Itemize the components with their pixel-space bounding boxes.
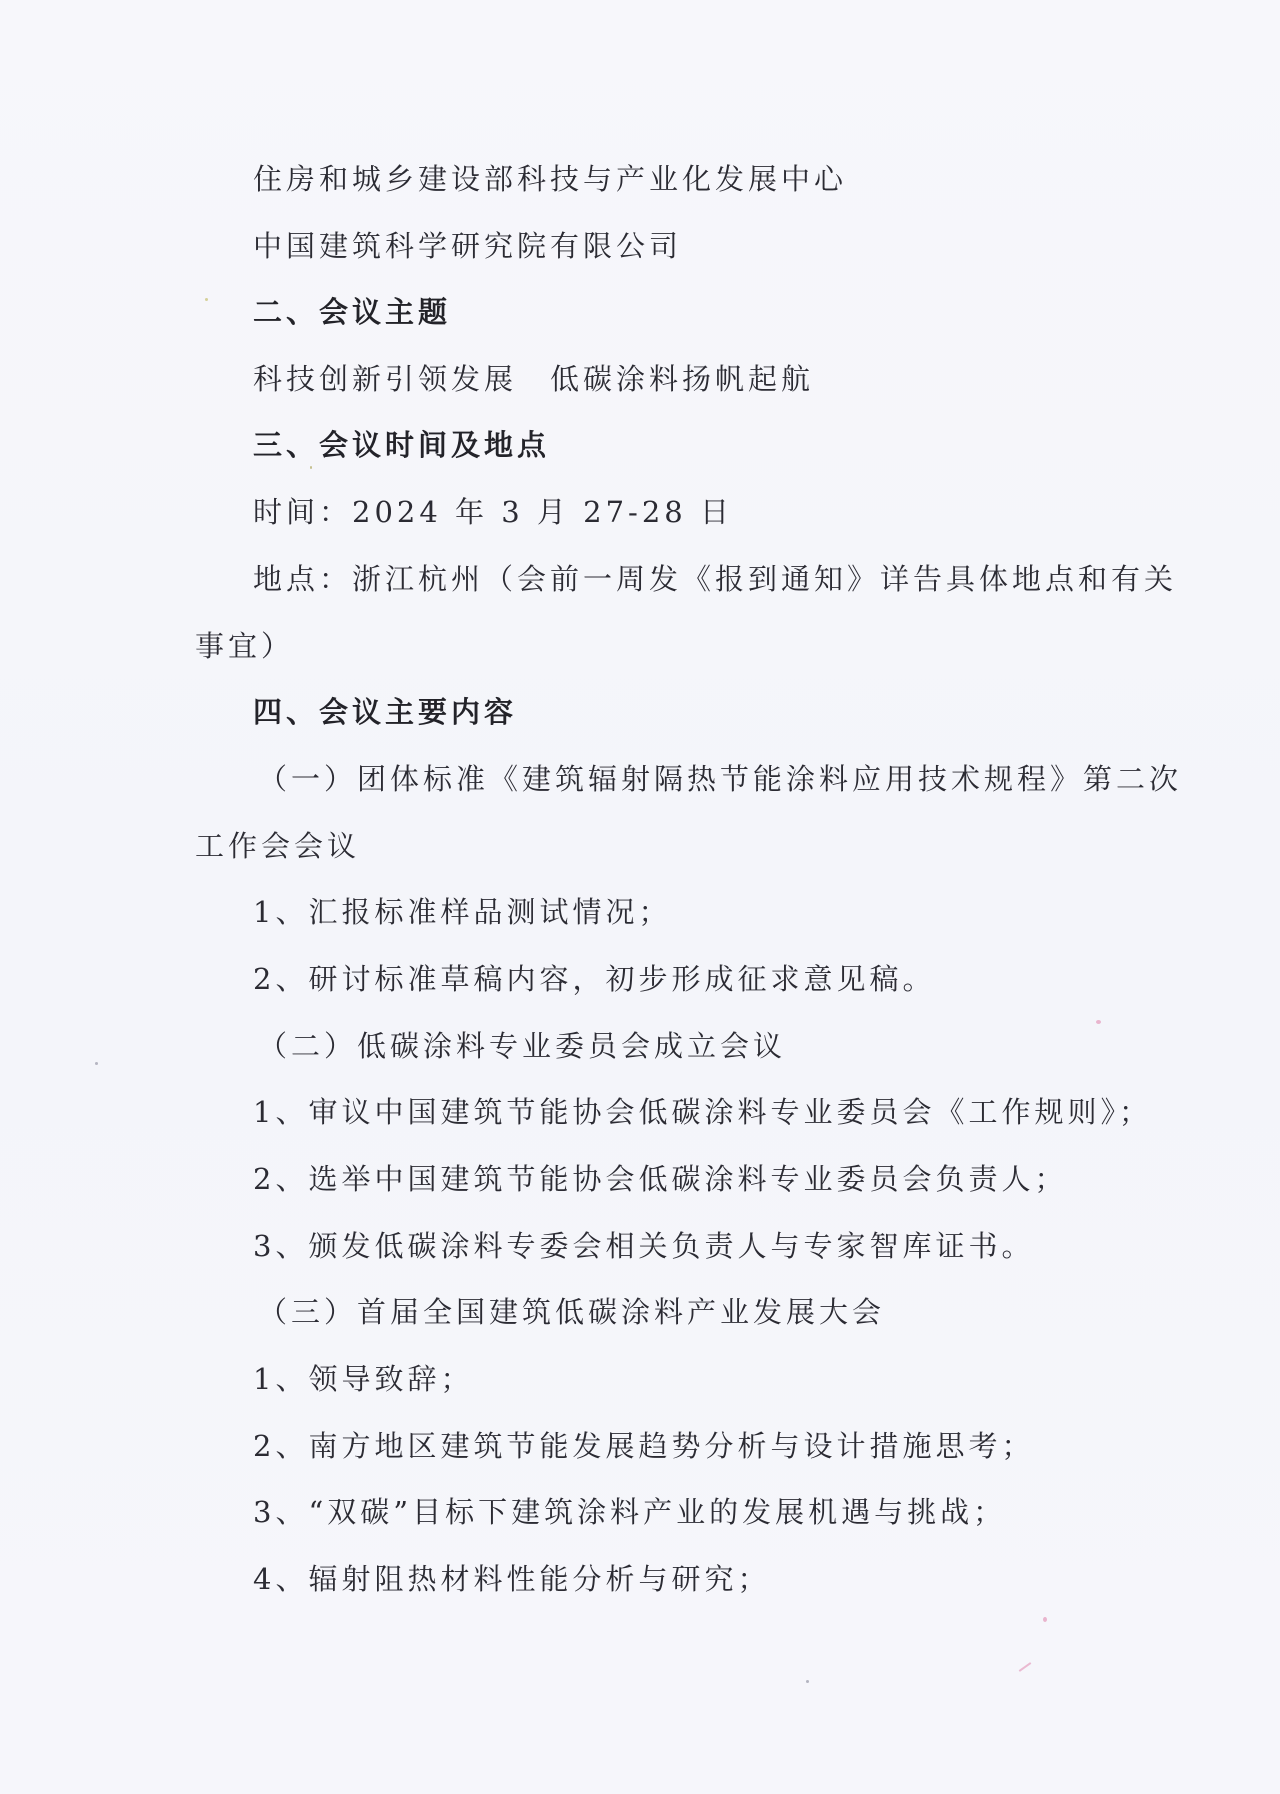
content-item-1-point-2: 2、研讨标准草稿内容，初步形成征求意见稿。 (253, 962, 936, 996)
scan-speck (1096, 1020, 1101, 1024)
organizer-line-1: 住房和城乡建设部科技与产业化发展中心 (253, 162, 848, 196)
scan-speck (95, 1062, 98, 1065)
content-item-2-point-3: 3、颁发低碳涂料专委会相关负责人与专家智库证书。 (253, 1229, 1035, 1263)
time-text: 时间：2024 年 3 月 27-28 日 (253, 495, 733, 529)
content-item-3-point-3: 3、“双碳”目标下建筑涂料产业的发展机遇与挑战； (253, 1495, 1007, 1529)
place-text-continued: 事宜） (195, 629, 295, 663)
section-heading-time-place: 三、会议时间及地点 (253, 428, 551, 462)
content-item-2-point-1: 1、审议中国建筑节能协会低碳涂料专业委员会《工作规则》； (253, 1095, 1152, 1129)
section-heading-content: 四、会议主要内容 (253, 695, 518, 729)
scan-speck (205, 298, 208, 301)
section-heading-theme: 二、会议主题 (253, 295, 452, 329)
scan-speck (806, 1680, 809, 1683)
content-item-1-title: （一）团体标准《建筑辐射隔热节能涂料应用技术规程》第二次 (258, 762, 1183, 796)
content-item-3-point-1: 1、领导致辞； (253, 1362, 474, 1396)
content-item-2-point-2: 2、选举中国建筑节能协会低碳涂料专业委员会负责人； (253, 1162, 1068, 1196)
content-item-3-title: （三）首届全国建筑低碳涂料产业发展大会 (258, 1295, 886, 1329)
place-text: 地点：浙江杭州（会前一周发《报到通知》详告具体地点和有关 (253, 562, 1178, 596)
scan-speck (1043, 1617, 1047, 1622)
content-item-1-title-continued: 工作会会议 (195, 829, 361, 863)
content-item-3-point-2: 2、南方地区建筑节能发展趋势分析与设计措施思考； (253, 1429, 1035, 1463)
theme-text: 科技创新引领发展 低碳涂料扬帆起航 (253, 362, 815, 396)
content-item-2-title: （二）低碳涂料专业委员会成立会议 (258, 1029, 787, 1063)
content-item-1-point-1: 1、汇报标准样品测试情况； (253, 895, 672, 929)
content-item-3-point-4: 4、辐射阻热材料性能分析与研究； (253, 1562, 771, 1596)
scan-speck (310, 466, 312, 469)
organizer-line-2: 中国建筑科学研究院有限公司 (253, 229, 683, 263)
scan-mark (1019, 1662, 1032, 1672)
